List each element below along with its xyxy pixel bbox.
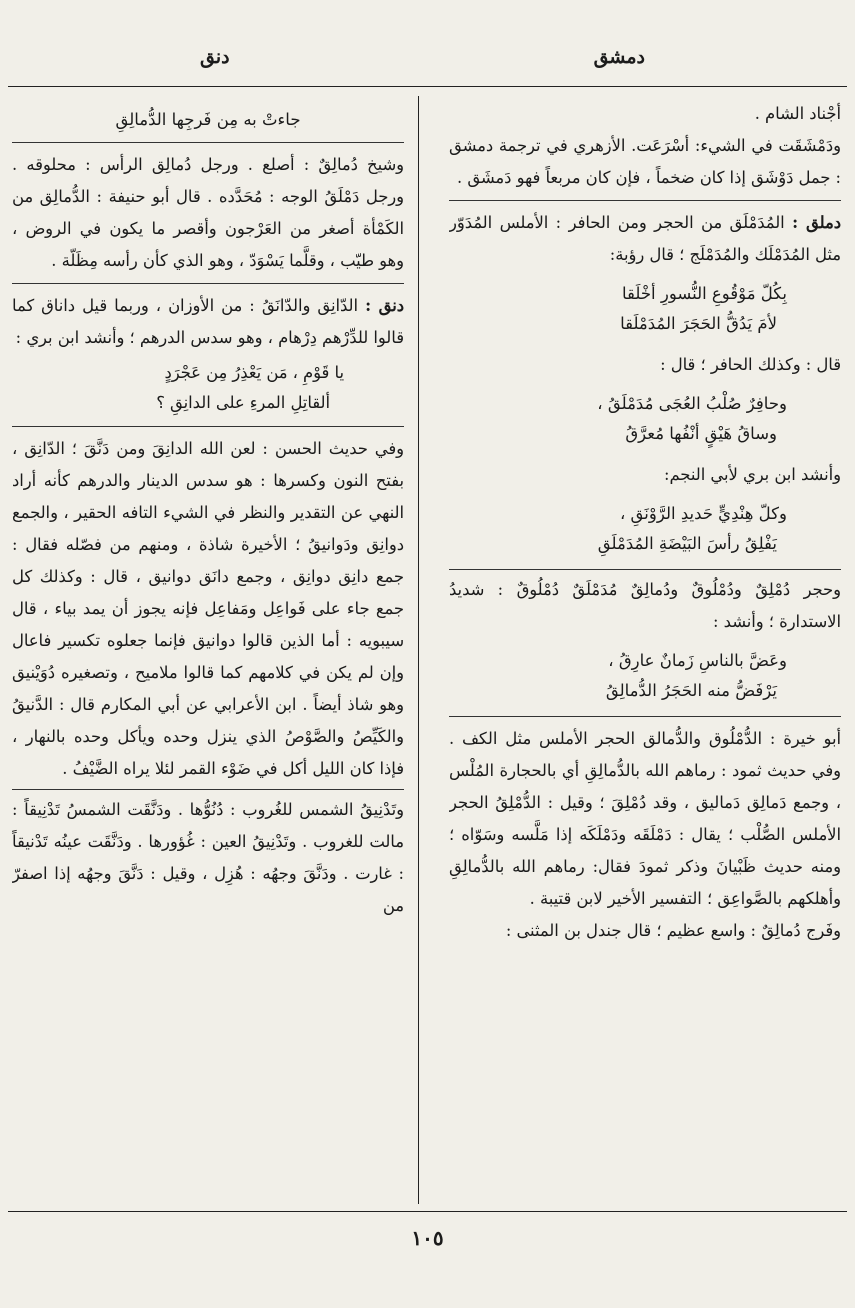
column-divider	[418, 96, 419, 1204]
verse-line: وساقُ هَيْقٍ أنْفُها مُعرَّقُ	[625, 424, 777, 443]
entry-text: المُدَمْلَق من الحجر ومن الحافر : الأملس المُدَوّر مثل المُدَمْلَك والمُدَمْلَج ؛ قال رؤبة:	[449, 213, 841, 264]
paragraph: أجْناد الشام .	[754, 104, 841, 123]
verse	[449, 646, 841, 706]
paragraph: ودَمْشَقَت في الشيء: أسْرَعَت. الأزهري في ترجمة دمشق : جمل دَوْشَق إذا كان ضخماً ، فإن كان مربعاً فهو دَمشَق .	[449, 136, 841, 187]
running-header-right: دمشق	[593, 46, 645, 68]
paragraph: وفَرج دُمالِقٌ : واسع عظيم ؛ قال جندل بن المثنى :	[505, 921, 841, 940]
entry-danaq	[12, 283, 404, 354]
headword: دملق :	[792, 213, 841, 232]
paragraph: وفي حديث الحسن : لعن الله الدانِقَ ومن دَنَّقَ ؛ الدّانِق ، بفتح النون وكسرها : هو سدس الدينار والدرهم كأنه أراد النهي عن التقدير والنظر في الشيء التافه الحقير ، والجمع دوانِق ودَوانيقُ ؛ الأخيرة شاذة ، ومنهم من فصّله فقال : جمع دانِق دوانِق ، وجمع دانَق دوانيق ، قال : وكذلك كل جمع جاء على فَواعِل ومَفاعِل فإنه يجوز أن يمد بياء ، قال سيبويه : أما الذين قالوا دوانيق فإنما جعلوه تكسير فاعال وإن لم يكن في كلامهم كما قالوا ملاميح ، وتصغيره دُوَيْنيق وهو شاذ أيضاً . ابن الأعرابي عن أبي المكارم قال : الدَّنيقُ والكَيِّصُ والصَّوْصُ الذي ينزل وحده ويأكل وحده بالنهار ، فإذا كان الليل أكل في ضَوْء القمر لئلا يراه الضَّيْفُ .	[12, 426, 404, 785]
paragraph: وشيخ دُمالِقٌ : أصلع . ورجل دُمالِق الرأس : محلوقه . ورجل دَمْلَقُ الوجه : مُحَدَّده . قال أبو حنيفة : الدُّمالِق من الكَمْأة أصغر من العَرْجون وأقصر ما يكون في الروض ، وهو طيّب ، وقلَّما يَسْوَدّ ، وهو الذي كأن رأسه مِظَلّة .	[12, 142, 404, 277]
paragraph: وحجر دُمْلِقٌ ودُمْلُوقٌ ودُمالِقٌ مُدَمْلَقٌ دُمْلُوقٌ : شديدُ الاستدارة ؛ وأنشد :	[449, 569, 841, 638]
entry-damlaq	[449, 200, 841, 271]
verse-line: يا قَوْمِ ، مَن يَعْذِرُ مِن عَجْرَدٍ	[164, 363, 344, 382]
verse	[449, 279, 841, 339]
verse-line: وكلّ هِنْدِيٍّ حَديدِ الرَّوْنَقِ ،	[619, 504, 787, 523]
entry-text: الدّانِق والدّانَقُ : من الأوزان ، وربما قيل داناق كما قالوا للدِّرْهم دِرْهام ، وهو سدس الدرهم ؛ وأنشد ابن بري :	[12, 296, 404, 347]
left-column	[12, 98, 404, 1198]
paragraph: قال : وكذلك الحافر ؛ قال :	[660, 355, 841, 374]
paragraph: وأنشد ابن بري لأبي النجم:	[663, 465, 841, 484]
verse-line: بِكُلّ مَوْقُوعِ النُّسورِ أخْلَقا	[622, 284, 787, 303]
verse-line: يَرْفَضُّ منه الحَجَرُ الدُّمالِقُ	[605, 681, 777, 700]
header-rule	[8, 86, 847, 87]
running-header-left: دنق	[200, 46, 230, 68]
verse-line: ألقاتِلِ المرءِ على الدانِقِ ؟	[156, 393, 330, 412]
verse	[12, 358, 404, 418]
verse-line: جاءتْ به مِن فَرجِها الدُّمالِقِ	[115, 110, 301, 129]
page-number: ١٠٥	[411, 1226, 444, 1250]
verse-line: وحافِرٌ صُلْبُ العُجَى مُدَمْلَقُ ،	[597, 394, 787, 413]
verse	[449, 389, 841, 449]
paragraph: وتَدْنِيقُ الشمس للغُروب : دُنُوُّها . ودَنَّقَت الشمسُ تَدْنِيقاً : مالت للغروب . وتَدْنِيقُ العين : غُؤورها . ودَنَّقَت عينُه تَدْنيقاً : غارت . ودَنَّقَ وجهُه : هُزِل ، وقيل : دَنَّقَ وجهُه إذا اصفرّ من	[12, 789, 404, 922]
verse-line: وعَضَّ بالناسِ زَمانٌ عارِقُ ،	[608, 651, 787, 670]
footer-rule	[8, 1211, 847, 1212]
verse-line: لأمَ يَدُقُّ الحَجَرَ المُدَمْلَقا	[620, 314, 777, 333]
verse	[449, 499, 841, 559]
paragraph: أبو خيرة : الدُّمْلُوق والدُّمالق الحجر الأملس مثل الكف . وفي حديث ثمود : رماهم الله بالدُّمالِقِ أي بالحجارة المُلْس ، وجمع دَمالِق دَماليق ، وقد دُمْلِقَ ؛ وقيل : الدُّمْلِقُ الحجر الأملس الصُّلْب ؛ يقال : دَمْلَقَه ودَمْلَكَه إذا مَلَّسه وسَوّاه ؛ ومنه حديث ظَبْيانَ وذكر ثمودَ فقال: رماهم الله بالدُّمالِقِ وأهلكهم بالصَّواعِق ؛ التفسير الأخير لابن قتيبة .	[449, 716, 841, 915]
headword: دنق :	[365, 296, 404, 315]
right-column	[449, 98, 841, 1198]
verse-line: يَفْلِقُ رأسَ البَيْضَةِ المُدَمْلَقِ	[597, 534, 777, 553]
